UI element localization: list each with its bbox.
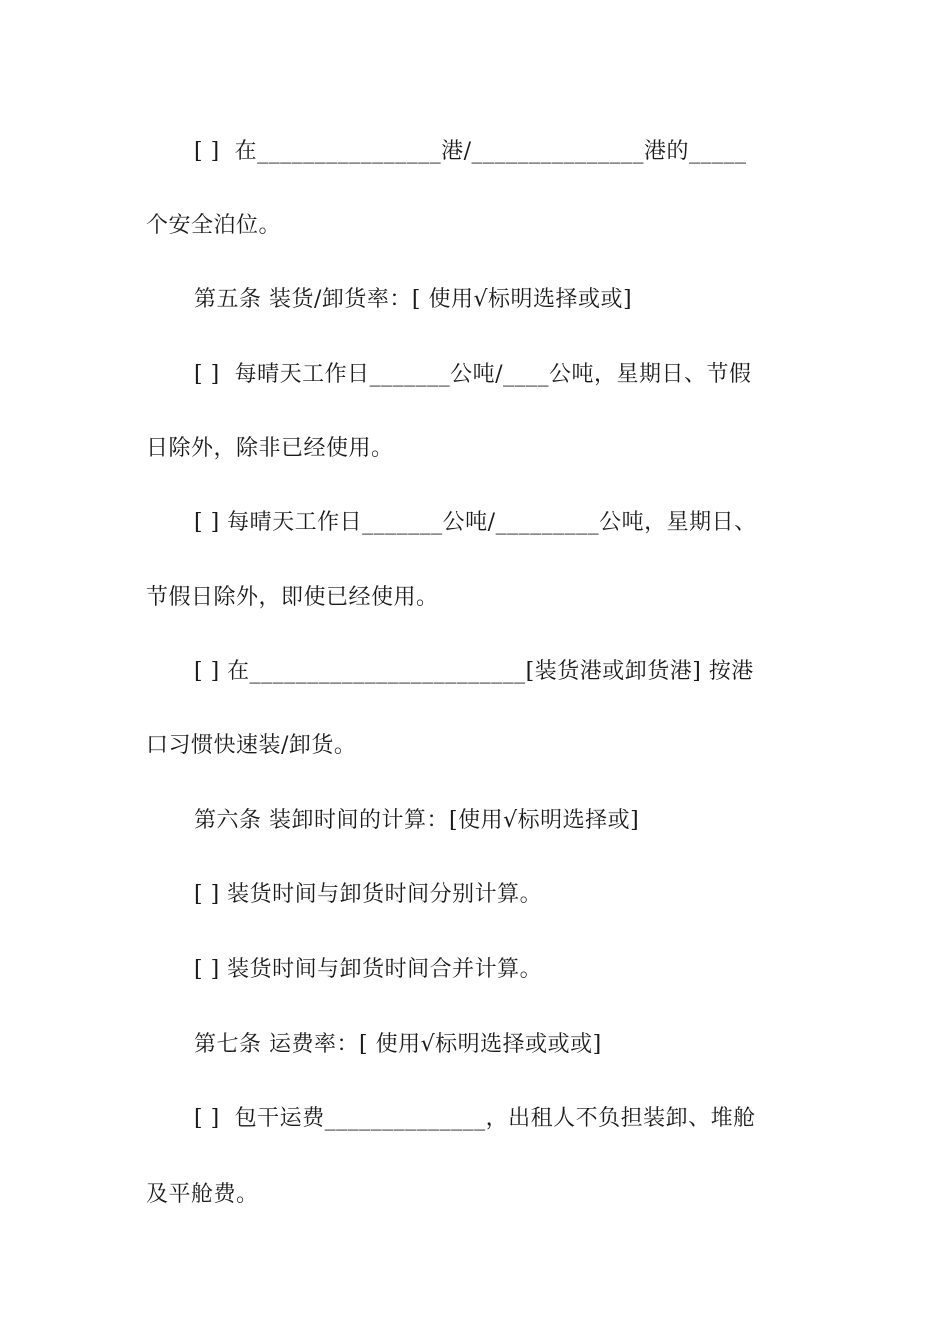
article-6-heading: 第六条 装卸时间的计算：[使用√标明选择或] — [194, 808, 640, 833]
article-7-option-1: [ ] 包干运费______________，出租人不负担装卸、堆舱 — [194, 1106, 756, 1131]
article-5-option-3: [ ] 在________________________[装货港或卸货港] 按港 — [194, 659, 754, 684]
article-5-option-2-continuation: 节假日除外，即使已经使用。 — [146, 585, 439, 610]
article-5-heading: 第五条 装货/卸货率：[ 使用√标明选择或或] — [194, 287, 633, 312]
article-5-option-1-continuation: 日除外，除非已经使用。 — [146, 436, 394, 461]
clause-continuation-safe-berth: 个安全泊位。 — [146, 213, 282, 238]
article-7-heading: 第七条 运费率：[ 使用√标明选择或或或] — [194, 1032, 602, 1057]
article-5-option-1: [ ] 每晴天工作日_______公吨/____公吨，星期日、节假 — [194, 362, 752, 387]
article-5-option-2: [ ] 每晴天工作日_______公吨/_________公吨，星期日、 — [194, 510, 757, 535]
article-6-option-1: [ ] 装货时间与卸货时间分别计算。 — [194, 882, 543, 907]
article-7-option-1-continuation: 及平舱费。 — [146, 1182, 259, 1207]
article-5-option-3-continuation: 口习惯快速装/卸货。 — [146, 733, 357, 758]
article-6-option-2: [ ] 装货时间与卸货时间合并计算。 — [194, 957, 543, 982]
clause-option-loading-berth: [ ] 在________________港/_______________港的_____ — [194, 139, 747, 164]
